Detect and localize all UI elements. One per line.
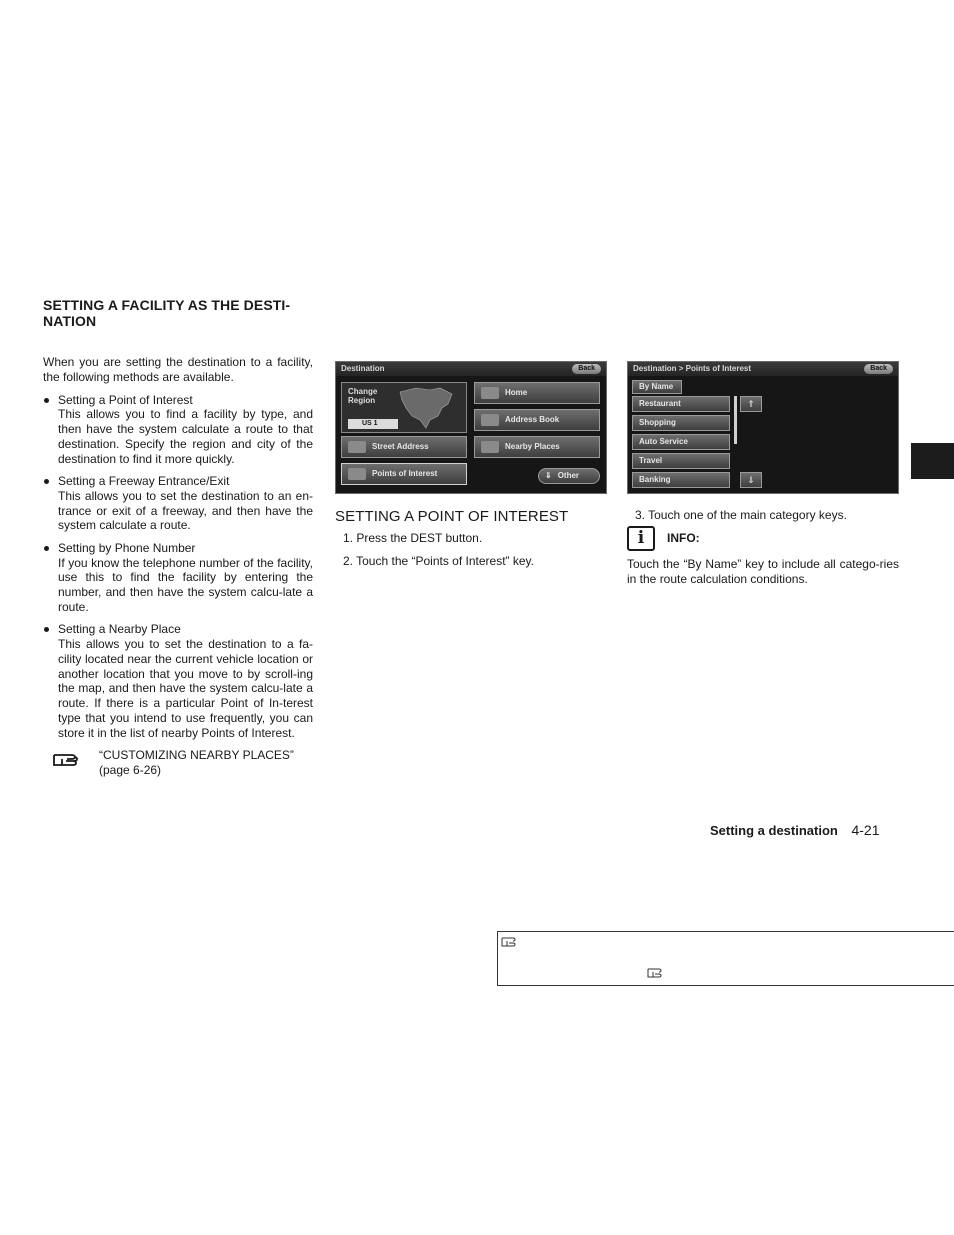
ref-title: “CUSTOMIZING NEARBY PLACES” [99,748,294,763]
double-chevron-down-icon: ⇓ [545,470,552,480]
page-footer [710,822,880,839]
info-icon: i [627,526,655,551]
screen-title: Destination > Points of Interest [633,363,752,373]
ref-page: (page 6-26) [99,762,162,777]
region-value: US 1 [348,419,398,429]
map-pin-icon [481,441,499,453]
bullet-body: This allows you to set the destination to a fa-cility located near the current vehicle location or another location that you move to by scroll-ing the map, and then have the system calcu-late a route. If there is a particular Point of In-terest type that you intend to use frequently, you can store it in the list of nearby Points of Interest. [58,637,313,740]
address-book-key [474,409,600,431]
points-of-interest-key [341,463,467,485]
by-name-key-label: By Name [639,381,674,391]
category-label: Restaurant [639,398,681,408]
street-icon [348,441,366,453]
section-title-line2: NATION [43,313,97,329]
flag-icon [348,468,366,480]
methods-list [43,393,313,741]
list-item [43,393,313,467]
chapter-name: Setting a destination [710,823,838,838]
bullet-body: This allows you to set the destination to an en-trance or exit of a freeway, and then have the system calculate a route. [58,488,313,533]
category-key-auto-service [632,434,730,450]
bullet-icon [44,546,49,551]
bullet-body: If you know the telephone number of the facility, use this to find the facility by entering the number, and then have the system calcu-late a route. [58,555,313,614]
back-button: Back [864,364,893,374]
street-address-key [341,436,467,458]
screen-title: Destination [341,363,385,373]
category-key-restaurant [632,396,730,412]
bullet-heading: Setting a Nearby Place [58,622,181,637]
empty-reference-box [497,931,954,986]
bullet-icon [44,627,49,632]
address-book-key-label: Address Book [505,414,560,424]
street-address-key-label: Street Address [372,441,429,451]
by-name-key [632,380,682,394]
chapter-tab [911,443,954,479]
pointing-hand-icon [43,748,99,778]
list-item [43,622,313,740]
category-label: Shopping [639,417,676,427]
bullet-body: This allows you to find a facility by type, and then have the system calculate a route to that destination. Specify the region and city of the destination to find it more quickly. [58,407,313,466]
intro-paragraph: When you are setting the destination to a facility, the following methods are available. [43,355,313,384]
cross-reference-text [99,748,313,778]
points-of-interest-key-label: Points of Interest [372,468,438,478]
info-label: INFO: [667,530,700,545]
page-number: 4-21 [851,822,880,838]
step-item: 1. Press the DEST button. [343,531,483,545]
steps-list [627,508,899,523]
book-icon [481,414,499,426]
bullet-icon [44,479,49,484]
points-of-interest-screen [627,361,899,494]
pointing-hand-icon [501,934,521,948]
destination-screen [335,361,607,494]
home-key-label: Home [505,387,528,397]
change-region-line2: Region [348,396,376,405]
list-item [43,541,313,615]
list-item [43,474,313,533]
section-title [43,297,313,329]
home-key [474,382,600,404]
change-region-line1: Change [348,387,378,396]
other-key [538,468,600,484]
house-icon [481,387,499,399]
subsection-title: SETTING A POINT OF INTEREST [335,508,569,525]
scroll-up-icon: ⇑ [740,396,762,412]
middle-column [335,361,607,578]
step-item: 2. Touch the “Points of Interest” key. [343,554,534,569]
scrollbar [734,396,737,444]
cross-reference [43,748,313,778]
scroll-down-icon: ⇓ [740,472,762,488]
category-label: Auto Service [639,436,688,446]
screen-title-bar [336,362,606,376]
back-button: Back [572,364,601,374]
bullet-icon [44,398,49,403]
nearby-places-key [474,436,600,458]
left-column [43,297,313,778]
info-heading [627,526,899,551]
category-label: Banking [639,474,671,484]
step-item: 3. Touch one of the main category keys. [635,508,847,522]
bullet-heading: Setting a Point of Interest [58,392,193,407]
pointing-hand-icon [647,965,667,979]
info-text: Touch the “By Name” key to include all catego-ries in the route calculation conditions. [627,556,899,586]
screen-title-bar [628,362,898,376]
category-key-shopping [632,415,730,431]
north-america-map-icon [396,386,456,430]
category-key-banking [632,472,730,488]
category-label: Travel [639,455,663,465]
right-column [627,361,899,586]
change-region-key [341,382,467,433]
other-key-label: Other [557,470,580,480]
category-key-travel [632,453,730,469]
nearby-places-key-label: Nearby Places [505,441,560,451]
bullet-heading: Setting by Phone Number [58,540,196,555]
steps-list [335,531,607,569]
bullet-heading: Setting a Freeway Entrance/Exit [58,474,230,489]
section-title-line1: SETTING A FACILITY AS THE DESTI- [43,297,291,313]
